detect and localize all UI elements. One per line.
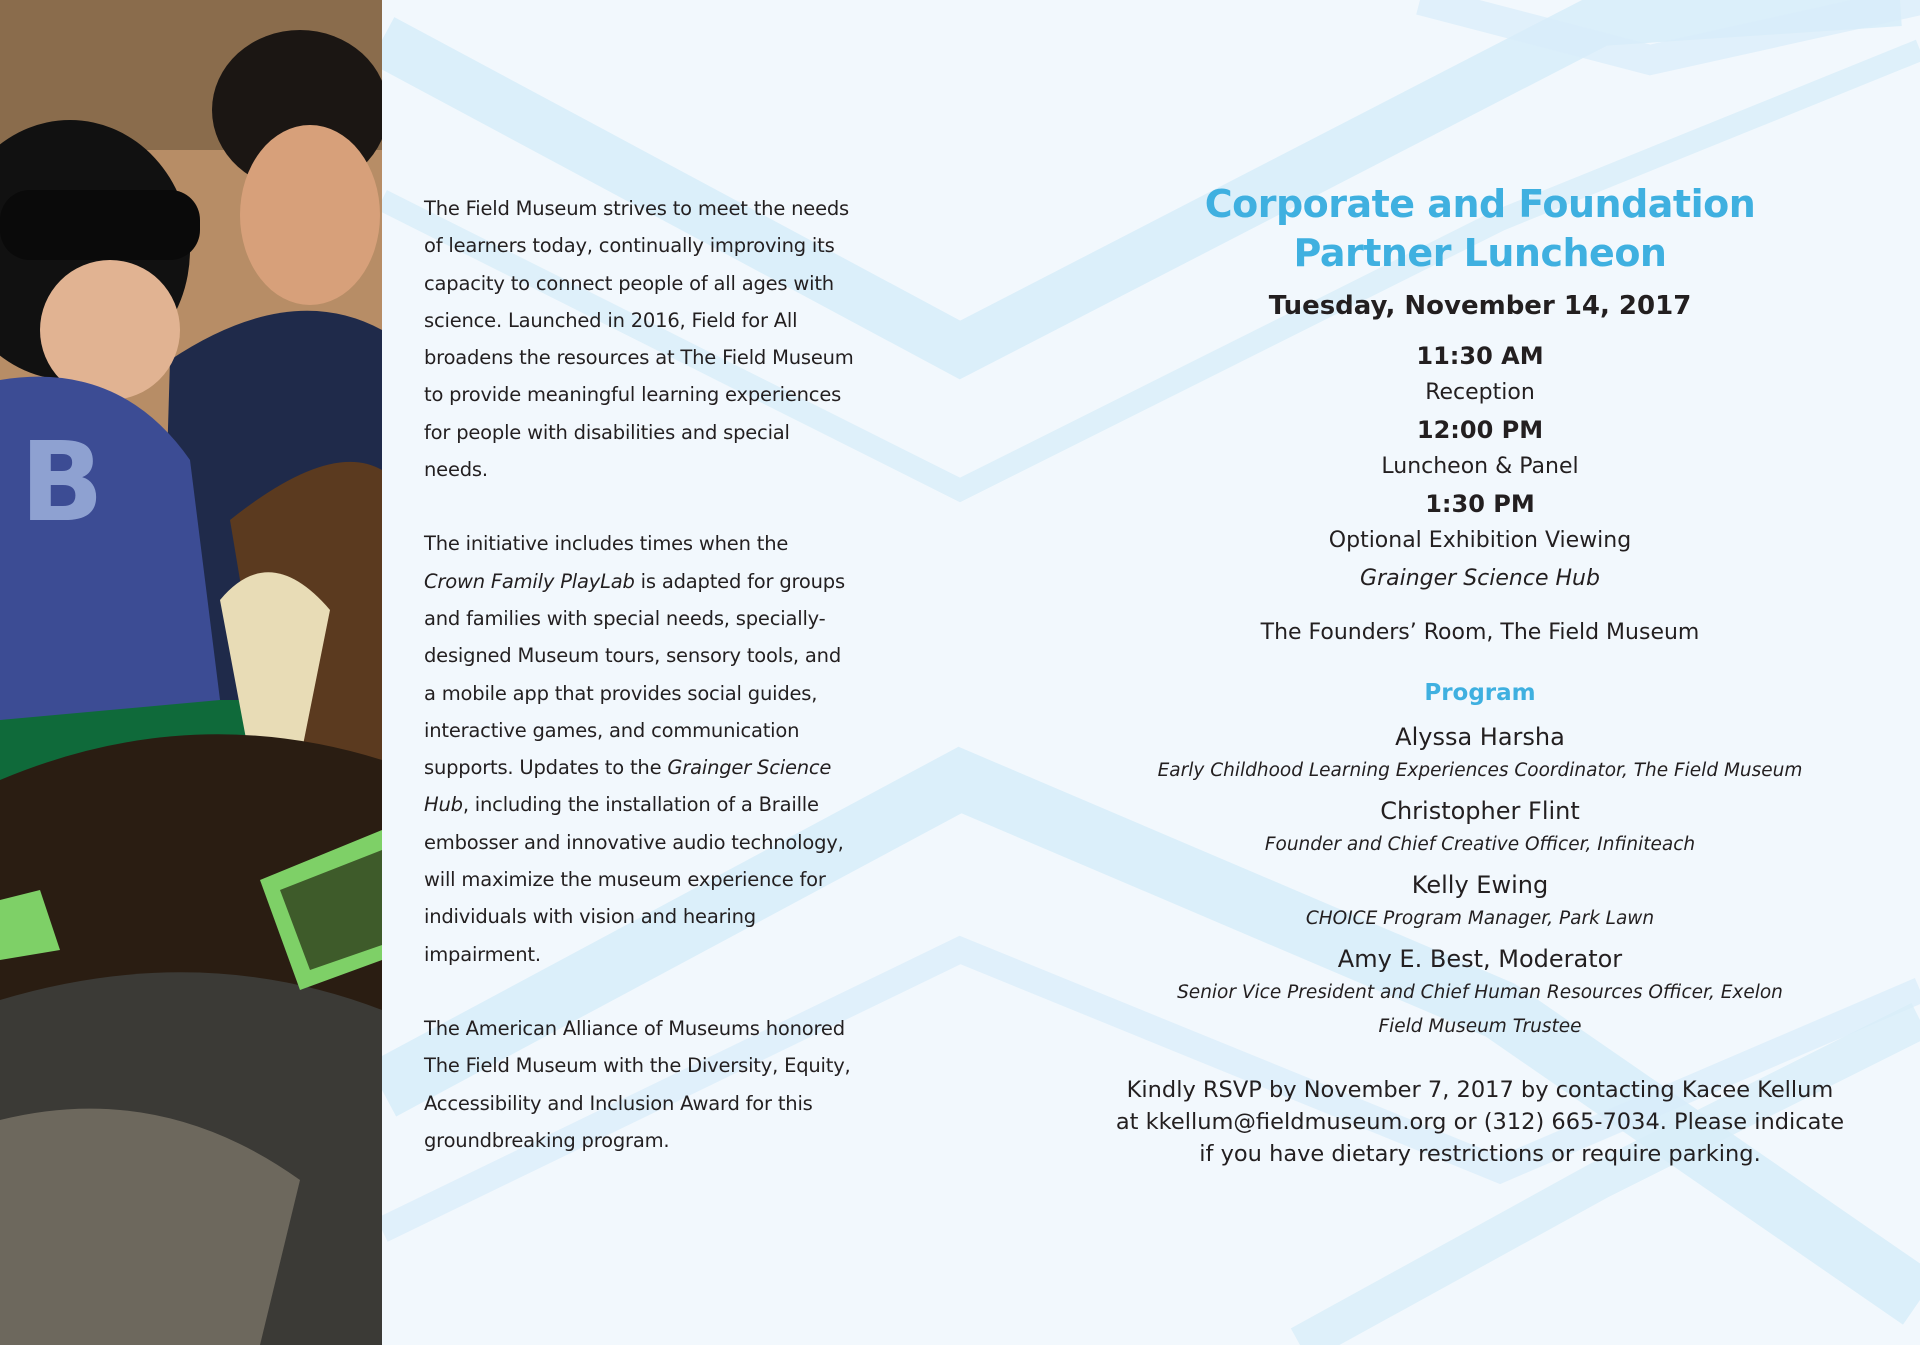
schedule-item: Optional Exhibition Viewing: [1328, 528, 1632, 553]
rsvp-line: if you have dietary restrictions or require parking.: [1199, 1141, 1761, 1167]
speaker-title: CHOICE Program Manager, Park Lawn: [1305, 908, 1655, 929]
intro-paragraph: The Field Museum strives to meet the needs of learners today, continually improving its capacity to connect people of all ages with science. Launched in 2016, Field for All broadens the resources at The Field Museum to provide meaningful learning experiences for people with disabilities and special needs.: [424, 197, 854, 482]
speaker-entry: [1080, 942, 1880, 1044]
schedule: [1080, 338, 1880, 598]
speaker-name: Alyssa Harsha: [1395, 723, 1565, 751]
schedule-time: 1:30 PM: [1425, 490, 1535, 518]
speaker-title: Early Childhood Learning Experiences Coordinator, The Field Museum: [1157, 760, 1803, 781]
schedule-location: Grainger Science Hub: [1360, 566, 1600, 591]
event-date: Tuesday, November 14, 2017: [1268, 291, 1692, 321]
speaker-name: Kelly Ewing: [1411, 871, 1549, 899]
rsvp-line: Kindly RSVP by November 7, 2017 by contacting Kacee Kellum: [1126, 1077, 1834, 1103]
rsvp-line: at kkellum@fieldmuseum.org or (312) 665-7034. Please indicate: [1115, 1109, 1845, 1135]
museum-photo: [0, 0, 382, 1345]
emphasis-science-hub: Grainger Science Hub: [424, 756, 832, 817]
schedule-item: Reception: [1425, 380, 1535, 405]
schedule-item: Luncheon & Panel: [1381, 454, 1579, 479]
program-heading: Program: [1424, 680, 1536, 706]
text-span: , including the installation of a Braille embosser and innovative audio technology, will maximize the museum experience for individuals with vision and hearing impairment.: [424, 793, 844, 966]
speaker-entry: [1080, 794, 1880, 862]
speaker-title: Senior Vice President and Chief Human Resources Officer, Exelon: [1177, 982, 1783, 1003]
initiative-paragraph: [424, 525, 854, 973]
speaker-name: Amy E. Best, Moderator: [1337, 945, 1623, 973]
svg-text:B: B: [20, 418, 104, 546]
award-paragraph: The American Alliance of Museums honored The Field Museum with the Diversity, Equity, Accessibility and Inclusion Award for this groundbreaking program.: [424, 1016, 851, 1152]
text-span: is adapted for groups and families with special needs, specially-designed Museum tours, sensory tools, and a mobile app that provides social guides, interactive games, and communication supports. Updates to the: [424, 569, 845, 780]
speaker-list: [1080, 720, 1880, 1044]
event-title-line-1: Corporate and Foundation: [1204, 182, 1756, 226]
schedule-time: 11:30 AM: [1416, 342, 1544, 370]
speaker-name: Christopher Flint: [1380, 797, 1580, 825]
emphasis-playlab: Crown Family PlayLab: [424, 569, 635, 593]
rsvp-block: [1080, 1074, 1880, 1170]
speaker-title: Founder and Chief Creative Officer, Infiniteach: [1264, 834, 1696, 855]
speaker-entry: [1080, 720, 1880, 788]
event-title-line-2: Partner Luncheon: [1293, 231, 1667, 275]
speaker-title-secondary: Field Museum Trustee: [1378, 1016, 1582, 1037]
event-details-column: [1080, 180, 1880, 1170]
text-span: The initiative includes times when the: [424, 532, 789, 556]
venue: The Founders’ Room, The Field Museum: [1260, 620, 1700, 645]
speaker-entry: [1080, 868, 1880, 936]
schedule-time: 12:00 PM: [1416, 416, 1544, 444]
description-column: [424, 190, 854, 1196]
